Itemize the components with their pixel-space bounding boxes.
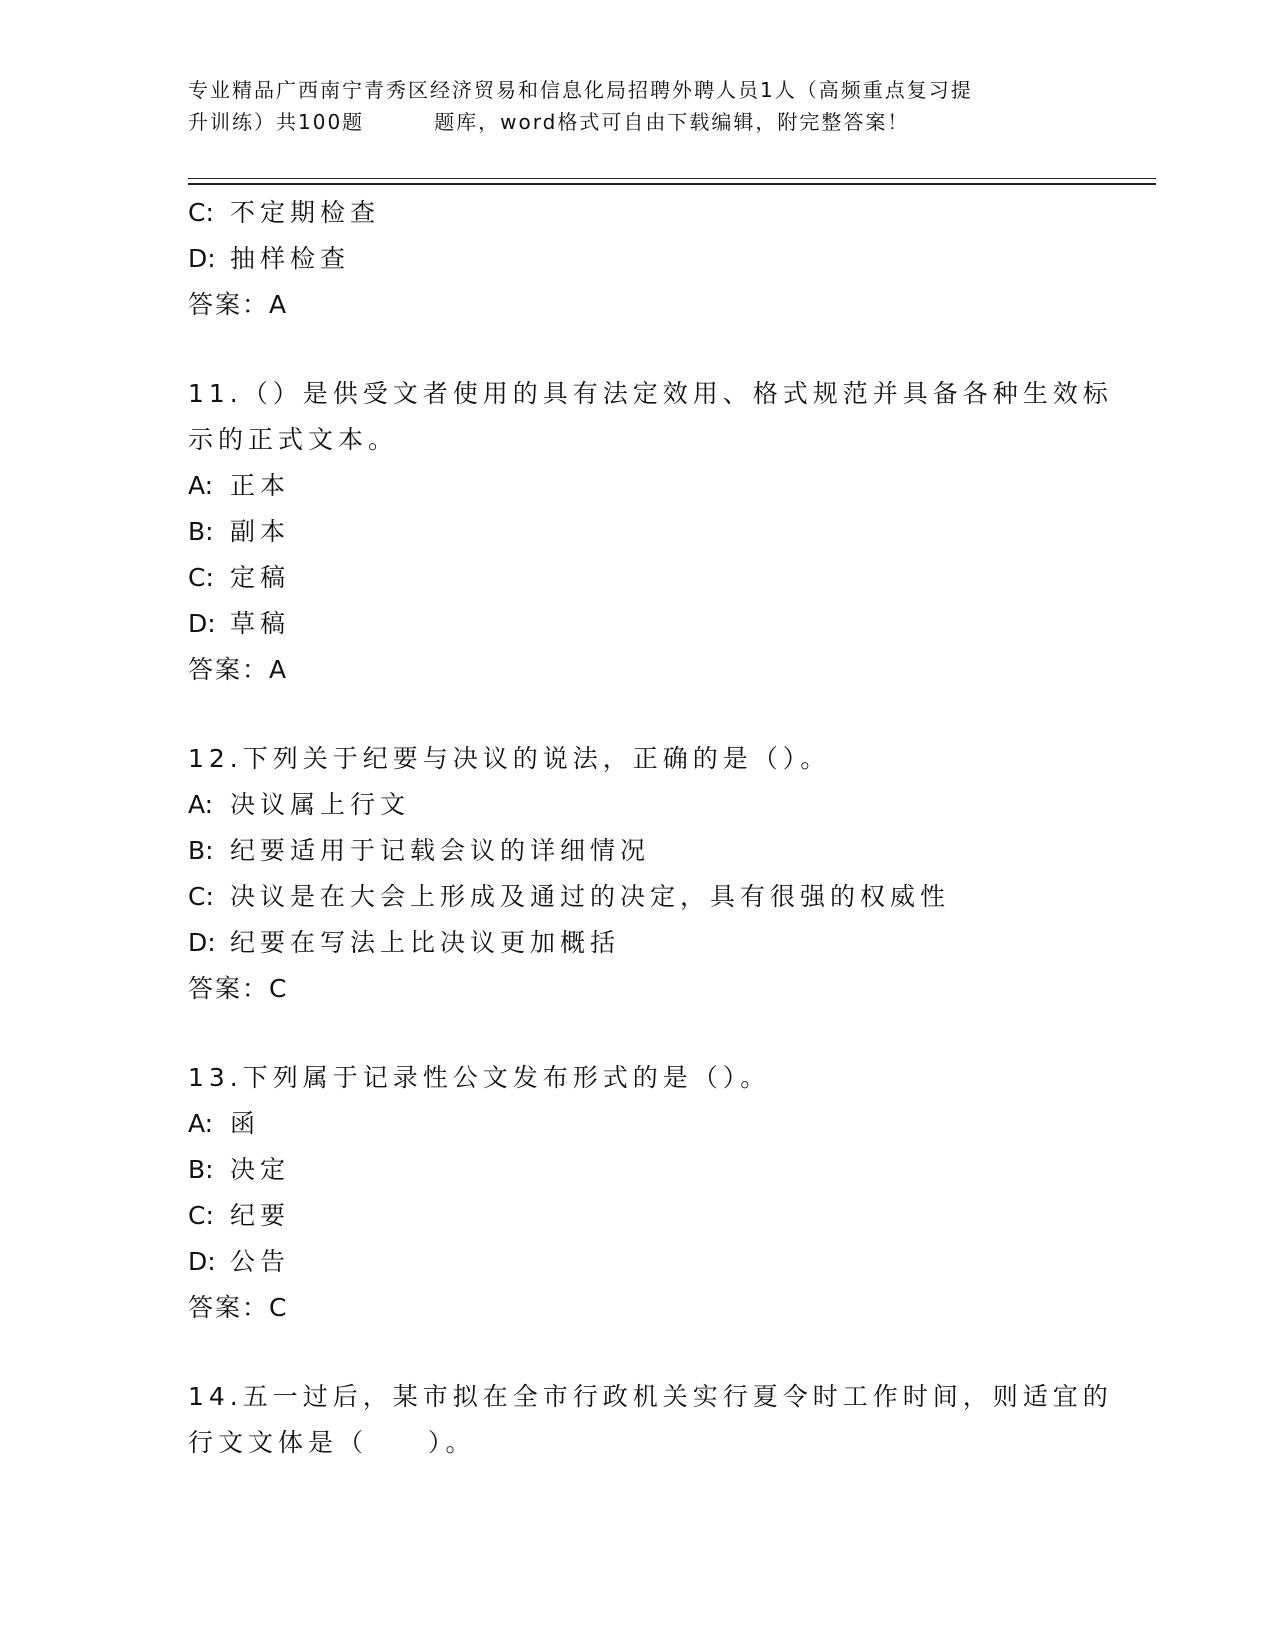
option-text: 抽样检查 — [230, 244, 351, 273]
option-a — [188, 463, 1088, 509]
option-b — [188, 1147, 1088, 1193]
option-b — [188, 828, 1088, 874]
option-d — [188, 236, 1088, 282]
question-text: 12.下列关于纪要与决议的说法，正确的是（）。 — [188, 744, 831, 773]
option-c — [188, 555, 1088, 601]
question-11 — [188, 371, 1113, 693]
option-label: A: — [188, 471, 214, 500]
option-label: D: — [188, 244, 216, 273]
option-text: 函 — [230, 1109, 261, 1138]
option-text: 公告 — [230, 1247, 291, 1276]
question-12 — [188, 736, 1088, 1012]
option-label: B: — [188, 836, 214, 865]
header-rule-thin — [188, 178, 1156, 179]
option-text: 决议是在大会上形成及通过的决定，具有很强的权威性 — [230, 882, 951, 911]
option-label: C: — [188, 198, 214, 227]
option-c — [188, 190, 1088, 236]
page-header — [188, 74, 1088, 138]
option-text: 副本 — [230, 517, 291, 546]
question-10-continued — [188, 190, 1088, 328]
header-line-2b: 题库，word格式可自由下载编辑，附完整答案！ — [434, 110, 910, 134]
option-text: 纪要在写法上比决议更加概括 — [230, 928, 621, 957]
header-line-2 — [188, 106, 1088, 138]
option-label: D: — [188, 1247, 216, 1276]
option-text: 草稿 — [230, 609, 291, 638]
question-text: 13.下列属于记录性公文发布形式的是（）。 — [188, 1063, 771, 1092]
option-d — [188, 920, 1088, 966]
option-a — [188, 782, 1088, 828]
option-label: C: — [188, 882, 214, 911]
header-line-1: 专业精品广西南宁青秀区经济贸易和信息化局招聘外聘人员1人（高频重点复习提 — [188, 78, 973, 102]
option-a — [188, 1101, 1088, 1147]
question-14 — [188, 1374, 1113, 1466]
option-text: 纪要 — [230, 1201, 291, 1230]
option-label: D: — [188, 928, 216, 957]
option-c — [188, 1193, 1088, 1239]
question-13 — [188, 1055, 1088, 1331]
question-list — [188, 190, 1113, 1466]
answer: 答案：A — [188, 655, 289, 684]
answer: 答案：A — [188, 290, 289, 319]
option-c — [188, 874, 1088, 920]
option-label: D: — [188, 609, 216, 638]
header-line-2a: 升训练）共100题 — [188, 110, 365, 134]
question-text: 14.五一过后，某市拟在全市行政机关实行夏令时工作时间，则适宜的 — [188, 1382, 1113, 1411]
option-label: A: — [188, 790, 214, 819]
option-label: C: — [188, 563, 214, 592]
option-text: 正本 — [230, 471, 291, 500]
option-label: C: — [188, 1201, 214, 1230]
option-text: 定稿 — [230, 563, 291, 592]
option-d — [188, 601, 1088, 647]
option-label: A: — [188, 1109, 214, 1138]
option-text: 决定 — [230, 1155, 291, 1184]
option-b — [188, 509, 1088, 555]
question-text-cont: 行文文体是（ ）。 — [188, 1428, 476, 1457]
option-text: 纪要适用于记载会议的详细情况 — [230, 836, 651, 865]
question-text-cont: 示的正式文本。 — [188, 425, 399, 454]
header-rule-thick — [188, 183, 1156, 185]
question-text: 11.（）是供受文者使用的具有法定效用、格式规范并具备各种生效标 — [188, 379, 1113, 408]
option-d — [188, 1239, 1088, 1285]
answer: 答案：C — [188, 1293, 289, 1322]
option-label: B: — [188, 517, 214, 546]
option-text: 决议属上行文 — [230, 790, 411, 819]
option-text: 不定期检查 — [230, 198, 381, 227]
option-label: B: — [188, 1155, 214, 1184]
answer: 答案：C — [188, 974, 289, 1003]
